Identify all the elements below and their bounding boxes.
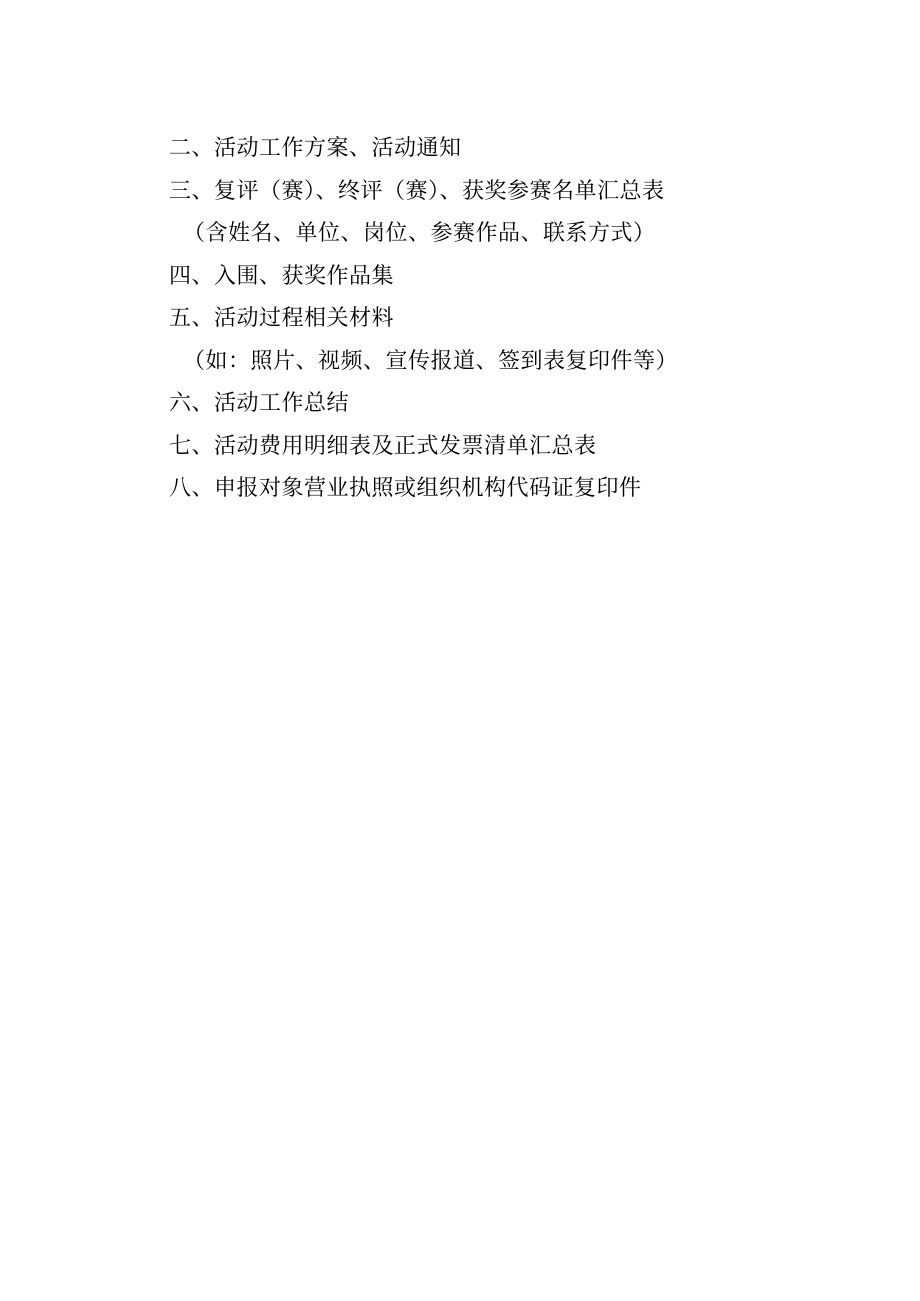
list-item-5: 五、活动过程相关材料 [169, 306, 395, 331]
list-item-4: 四、入围、获奖作品集 [169, 263, 395, 289]
list-item-3-note: （含姓名、单位、岗位、参赛作品、联系方式） [183, 221, 656, 246]
list-item-3: 三、复评（赛）、终评（赛）、获奖参赛名单汇总表 [169, 178, 665, 204]
attachment-list [169, 128, 869, 511]
list-item-7: 七、活动费用明细表及正式发票清单汇总表 [169, 433, 597, 459]
list-item-6: 六、活动工作总结 [169, 391, 350, 416]
list-item-5-note: （如：照片、视频、宣传报道、签到表复印件等） [183, 348, 679, 374]
list-item-2: 二、活动工作方案、活动通知 [169, 136, 462, 161]
list-item-8: 八、申报对象营业执照或组织机构代码证复印件 [169, 476, 642, 501]
